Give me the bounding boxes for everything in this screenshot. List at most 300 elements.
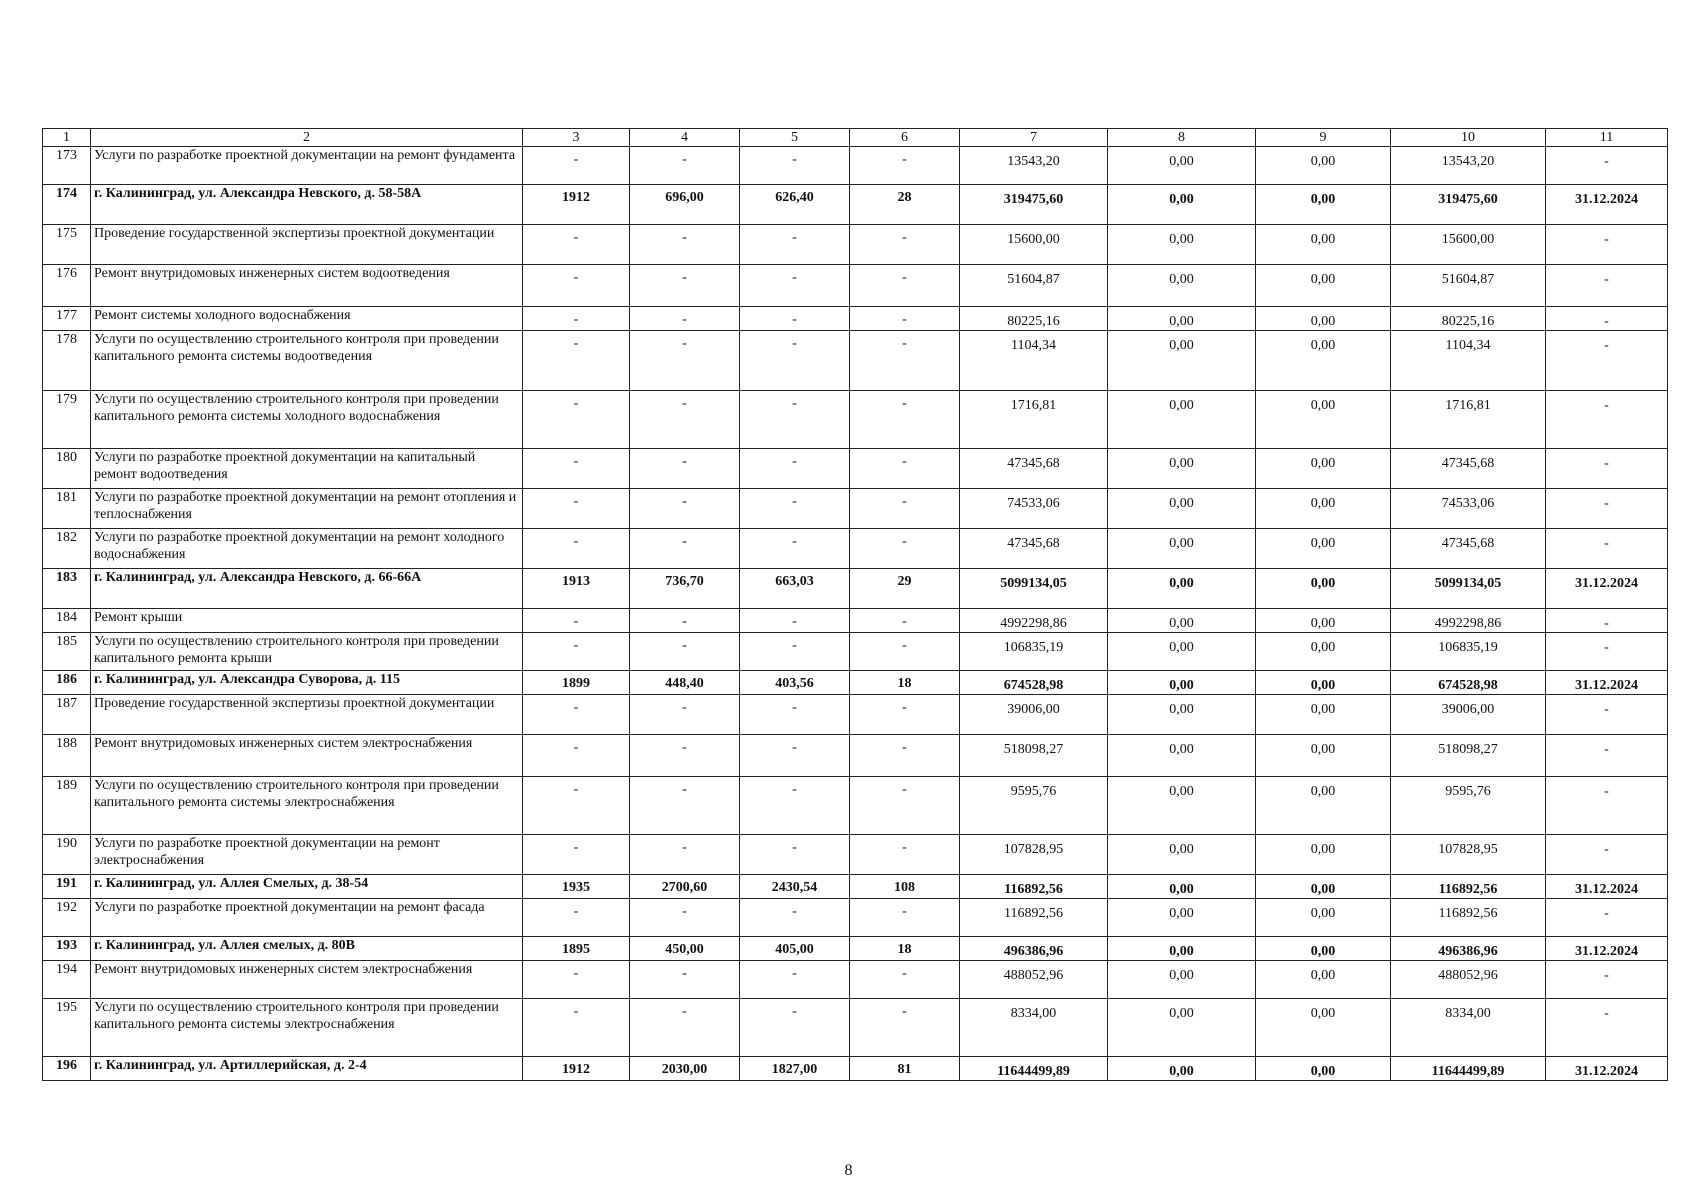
deadline-cell: -	[1546, 307, 1668, 331]
work-name-cell: г. Калининград, ул. Аллея Смелых, д. 38-54	[91, 875, 523, 899]
table-row	[43, 735, 1668, 777]
owners-cost-cell: 5099134,05	[1391, 569, 1546, 609]
owners-cost-cell: 106835,19	[1391, 633, 1546, 671]
budget-cost-cell: 0,00	[1256, 695, 1391, 735]
column-header: 5	[740, 129, 850, 147]
residents-count-cell: -	[850, 735, 960, 777]
fund-cost-cell: 0,00	[1108, 449, 1256, 489]
fund-cost-cell: 0,00	[1108, 529, 1256, 569]
fund-cost-cell: 0,00	[1108, 1057, 1256, 1081]
deadline-cell: 31.12.2024	[1546, 875, 1668, 899]
budget-cost-cell: 0,00	[1256, 835, 1391, 875]
table-row	[43, 875, 1668, 899]
deadline-cell: 31.12.2024	[1546, 185, 1668, 225]
deadline-cell: -	[1546, 529, 1668, 569]
residents-count-cell: 29	[850, 569, 960, 609]
table-row	[43, 999, 1668, 1057]
owners-cost-cell: 1716,81	[1391, 391, 1546, 449]
living-area-cell: 626,40	[740, 185, 850, 225]
table-row	[43, 307, 1668, 331]
owners-cost-cell: 15600,00	[1391, 225, 1546, 265]
total-cost-cell: 80225,16	[960, 307, 1108, 331]
year-built-cell: -	[523, 225, 630, 265]
total-cost-cell: 15600,00	[960, 225, 1108, 265]
living-area-cell: -	[740, 307, 850, 331]
total-cost-cell: 13543,20	[960, 147, 1108, 185]
fund-cost-cell: 0,00	[1108, 633, 1256, 671]
residents-count-cell: 108	[850, 875, 960, 899]
work-name-cell: Услуги по разработке проектной документации на ремонт отопления и теплоснабжения	[91, 489, 523, 529]
year-built-cell: -	[523, 489, 630, 529]
fund-cost-cell: 0,00	[1108, 147, 1256, 185]
budget-cost-cell: 0,00	[1256, 569, 1391, 609]
fund-cost-cell: 0,00	[1108, 899, 1256, 937]
owners-cost-cell: 8334,00	[1391, 999, 1546, 1057]
fund-cost-cell: 0,00	[1108, 695, 1256, 735]
fund-cost-cell: 0,00	[1108, 225, 1256, 265]
living-area-cell: -	[740, 489, 850, 529]
total-area-cell: -	[630, 835, 740, 875]
work-name-cell: г. Калининград, ул. Аллея смелых, д. 80В	[91, 937, 523, 961]
total-cost-cell: 488052,96	[960, 961, 1108, 999]
residents-count-cell: -	[850, 777, 960, 835]
deadline-cell: -	[1546, 835, 1668, 875]
row-number-cell: 189	[43, 777, 91, 835]
row-number-cell: 184	[43, 609, 91, 633]
total-cost-cell: 518098,27	[960, 735, 1108, 777]
year-built-cell: 1895	[523, 937, 630, 961]
budget-cost-cell: 0,00	[1256, 265, 1391, 307]
deadline-cell: -	[1546, 695, 1668, 735]
budget-cost-cell: 0,00	[1256, 609, 1391, 633]
fund-cost-cell: 0,00	[1108, 489, 1256, 529]
residents-count-cell: -	[850, 835, 960, 875]
work-name-cell: Ремонт внутридомовых инженерных систем электроснабжения	[91, 735, 523, 777]
row-number-cell: 191	[43, 875, 91, 899]
work-name-cell: Услуги по разработке проектной документации на ремонт холодного водоснабжения	[91, 529, 523, 569]
budget-cost-cell: 0,00	[1256, 777, 1391, 835]
deadline-cell: 31.12.2024	[1546, 569, 1668, 609]
residents-count-cell: -	[850, 307, 960, 331]
column-number-header-row	[43, 129, 1668, 147]
total-area-cell: -	[630, 265, 740, 307]
total-area-cell: -	[630, 307, 740, 331]
column-header: 8	[1108, 129, 1256, 147]
work-name-cell: Ремонт крыши	[91, 609, 523, 633]
deadline-cell: -	[1546, 999, 1668, 1057]
work-name-cell: Ремонт внутридомовых инженерных систем водоотведения	[91, 265, 523, 307]
work-name-cell: Ремонт системы холодного водоснабжения	[91, 307, 523, 331]
table-row	[43, 331, 1668, 391]
deadline-cell: -	[1546, 633, 1668, 671]
total-cost-cell: 5099134,05	[960, 569, 1108, 609]
total-area-cell: -	[630, 695, 740, 735]
owners-cost-cell: 674528,98	[1391, 671, 1546, 695]
total-area-cell: -	[630, 225, 740, 265]
column-header: 6	[850, 129, 960, 147]
table-row	[43, 777, 1668, 835]
work-name-cell: Услуги по осуществлению строительного контроля при проведении капитального ремонта системы электроснабжения	[91, 777, 523, 835]
owners-cost-cell: 518098,27	[1391, 735, 1546, 777]
total-area-cell: 2700,60	[630, 875, 740, 899]
year-built-cell: -	[523, 999, 630, 1057]
total-area-cell: -	[630, 633, 740, 671]
living-area-cell: -	[740, 735, 850, 777]
total-area-cell: 2030,00	[630, 1057, 740, 1081]
total-cost-cell: 47345,68	[960, 449, 1108, 489]
deadline-cell: -	[1546, 265, 1668, 307]
total-cost-cell: 1716,81	[960, 391, 1108, 449]
total-area-cell: -	[630, 777, 740, 835]
owners-cost-cell: 1104,34	[1391, 331, 1546, 391]
row-number-cell: 188	[43, 735, 91, 777]
works-table	[42, 128, 1668, 1081]
living-area-cell: 405,00	[740, 937, 850, 961]
table-row	[43, 695, 1668, 735]
table-row	[43, 185, 1668, 225]
work-name-cell: Услуги по разработке проектной документации на ремонт фундамента	[91, 147, 523, 185]
residents-count-cell: -	[850, 633, 960, 671]
table-row	[43, 609, 1668, 633]
fund-cost-cell: 0,00	[1108, 671, 1256, 695]
table-row	[43, 391, 1668, 449]
table-row	[43, 529, 1668, 569]
row-number-cell: 178	[43, 331, 91, 391]
budget-cost-cell: 0,00	[1256, 735, 1391, 777]
deadline-cell: -	[1546, 735, 1668, 777]
total-cost-cell: 1104,34	[960, 331, 1108, 391]
total-area-cell: -	[630, 391, 740, 449]
table-row	[43, 265, 1668, 307]
year-built-cell: -	[523, 147, 630, 185]
work-name-cell: Услуги по разработке проектной документации на ремонт электроснабжения	[91, 835, 523, 875]
residents-count-cell: -	[850, 609, 960, 633]
year-built-cell: 1913	[523, 569, 630, 609]
column-header: 11	[1546, 129, 1668, 147]
total-cost-cell: 496386,96	[960, 937, 1108, 961]
year-built-cell: -	[523, 265, 630, 307]
fund-cost-cell: 0,00	[1108, 265, 1256, 307]
page-number: 8	[844, 1162, 853, 1179]
deadline-cell: -	[1546, 147, 1668, 185]
budget-cost-cell: 0,00	[1256, 633, 1391, 671]
row-number-cell: 194	[43, 961, 91, 999]
work-name-cell: г. Калининград, ул. Александра Невского, д. 66-66А	[91, 569, 523, 609]
living-area-cell: -	[740, 391, 850, 449]
total-cost-cell: 8334,00	[960, 999, 1108, 1057]
fund-cost-cell: 0,00	[1108, 185, 1256, 225]
fund-cost-cell: 0,00	[1108, 835, 1256, 875]
table-row	[43, 569, 1668, 609]
total-area-cell: -	[630, 961, 740, 999]
budget-cost-cell: 0,00	[1256, 225, 1391, 265]
table-row	[43, 633, 1668, 671]
fund-cost-cell: 0,00	[1108, 307, 1256, 331]
deadline-cell: 31.12.2024	[1546, 937, 1668, 961]
work-name-cell: г. Калининград, ул. Артиллерийская, д. 2-4	[91, 1057, 523, 1081]
row-number-cell: 195	[43, 999, 91, 1057]
budget-cost-cell: 0,00	[1256, 449, 1391, 489]
owners-cost-cell: 47345,68	[1391, 529, 1546, 569]
year-built-cell: -	[523, 633, 630, 671]
residents-count-cell: -	[850, 999, 960, 1057]
total-area-cell: -	[630, 999, 740, 1057]
year-built-cell: -	[523, 391, 630, 449]
budget-cost-cell: 0,00	[1256, 331, 1391, 391]
work-name-cell: Услуги по разработке проектной документации на ремонт фасада	[91, 899, 523, 937]
row-number-cell: 179	[43, 391, 91, 449]
table-row	[43, 147, 1668, 185]
row-number-cell: 181	[43, 489, 91, 529]
table-row	[43, 671, 1668, 695]
year-built-cell: -	[523, 609, 630, 633]
total-area-cell: -	[630, 899, 740, 937]
living-area-cell: -	[740, 529, 850, 569]
row-number-cell: 187	[43, 695, 91, 735]
row-number-cell: 180	[43, 449, 91, 489]
total-cost-cell: 4992298,86	[960, 609, 1108, 633]
living-area-cell: 663,03	[740, 569, 850, 609]
budget-cost-cell: 0,00	[1256, 529, 1391, 569]
row-number-cell: 174	[43, 185, 91, 225]
total-cost-cell: 106835,19	[960, 633, 1108, 671]
budget-cost-cell: 0,00	[1256, 147, 1391, 185]
year-built-cell: 1912	[523, 185, 630, 225]
residents-count-cell: -	[850, 529, 960, 569]
deadline-cell: -	[1546, 331, 1668, 391]
year-built-cell: -	[523, 307, 630, 331]
total-cost-cell: 674528,98	[960, 671, 1108, 695]
budget-cost-cell: 0,00	[1256, 671, 1391, 695]
residents-count-cell: -	[850, 899, 960, 937]
row-number-cell: 182	[43, 529, 91, 569]
table-row	[43, 835, 1668, 875]
work-name-cell: Ремонт внутридомовых инженерных систем электроснабжения	[91, 961, 523, 999]
work-name-cell: Услуги по осуществлению строительного контроля при проведении капитального ремонта системы электроснабжения	[91, 999, 523, 1057]
residents-count-cell: 18	[850, 937, 960, 961]
living-area-cell: 403,56	[740, 671, 850, 695]
fund-cost-cell: 0,00	[1108, 777, 1256, 835]
row-number-cell: 190	[43, 835, 91, 875]
year-built-cell: -	[523, 961, 630, 999]
total-cost-cell: 116892,56	[960, 875, 1108, 899]
budget-cost-cell: 0,00	[1256, 875, 1391, 899]
living-area-cell: -	[740, 225, 850, 265]
owners-cost-cell: 11644499,89	[1391, 1057, 1546, 1081]
residents-count-cell: -	[850, 147, 960, 185]
living-area-cell: 2430,54	[740, 875, 850, 899]
total-area-cell: 736,70	[630, 569, 740, 609]
budget-cost-cell: 0,00	[1256, 185, 1391, 225]
year-built-cell: -	[523, 529, 630, 569]
total-cost-cell: 319475,60	[960, 185, 1108, 225]
total-area-cell: -	[630, 735, 740, 777]
row-number-cell: 173	[43, 147, 91, 185]
living-area-cell: -	[740, 695, 850, 735]
deadline-cell: -	[1546, 609, 1668, 633]
budget-cost-cell: 0,00	[1256, 999, 1391, 1057]
owners-cost-cell: 107828,95	[1391, 835, 1546, 875]
column-header: 1	[43, 129, 91, 147]
table-row	[43, 961, 1668, 999]
living-area-cell: -	[740, 835, 850, 875]
year-built-cell: -	[523, 449, 630, 489]
row-number-cell: 193	[43, 937, 91, 961]
deadline-cell: -	[1546, 961, 1668, 999]
row-number-cell: 177	[43, 307, 91, 331]
living-area-cell: -	[740, 999, 850, 1057]
living-area-cell: 1827,00	[740, 1057, 850, 1081]
residents-count-cell: 18	[850, 671, 960, 695]
fund-cost-cell: 0,00	[1108, 961, 1256, 999]
year-built-cell: -	[523, 835, 630, 875]
column-header: 7	[960, 129, 1108, 147]
owners-cost-cell: 47345,68	[1391, 449, 1546, 489]
fund-cost-cell: 0,00	[1108, 391, 1256, 449]
total-area-cell: 448,40	[630, 671, 740, 695]
total-cost-cell: 116892,56	[960, 899, 1108, 937]
work-name-cell: г. Калининград, ул. Александра Невского, д. 58-58А	[91, 185, 523, 225]
total-area-cell: -	[630, 609, 740, 633]
fund-cost-cell: 0,00	[1108, 735, 1256, 777]
work-name-cell: Проведение государственной экспертизы проектной документации	[91, 225, 523, 265]
total-cost-cell: 47345,68	[960, 529, 1108, 569]
fund-cost-cell: 0,00	[1108, 331, 1256, 391]
owners-cost-cell: 39006,00	[1391, 695, 1546, 735]
deadline-cell: -	[1546, 225, 1668, 265]
year-built-cell: -	[523, 899, 630, 937]
budget-cost-cell: 0,00	[1256, 961, 1391, 999]
year-built-cell: 1935	[523, 875, 630, 899]
deadline-cell: 31.12.2024	[1546, 671, 1668, 695]
owners-cost-cell: 496386,96	[1391, 937, 1546, 961]
living-area-cell: -	[740, 961, 850, 999]
residents-count-cell: -	[850, 489, 960, 529]
deadline-cell: -	[1546, 489, 1668, 529]
total-cost-cell: 107828,95	[960, 835, 1108, 875]
deadline-cell: -	[1546, 777, 1668, 835]
owners-cost-cell: 74533,06	[1391, 489, 1546, 529]
year-built-cell: 1899	[523, 671, 630, 695]
total-area-cell: 450,00	[630, 937, 740, 961]
living-area-cell: -	[740, 777, 850, 835]
owners-cost-cell: 319475,60	[1391, 185, 1546, 225]
budget-cost-cell: 0,00	[1256, 899, 1391, 937]
deadline-cell: -	[1546, 391, 1668, 449]
total-area-cell: -	[630, 147, 740, 185]
living-area-cell: -	[740, 633, 850, 671]
total-area-cell: -	[630, 449, 740, 489]
work-name-cell: г. Калининград, ул. Александра Суворова, д. 115	[91, 671, 523, 695]
living-area-cell: -	[740, 609, 850, 633]
row-number-cell: 192	[43, 899, 91, 937]
table-row	[43, 489, 1668, 529]
owners-cost-cell: 116892,56	[1391, 899, 1546, 937]
owners-cost-cell: 488052,96	[1391, 961, 1546, 999]
budget-cost-cell: 0,00	[1256, 1057, 1391, 1081]
table-row	[43, 937, 1668, 961]
year-built-cell: -	[523, 777, 630, 835]
residents-count-cell: -	[850, 391, 960, 449]
total-area-cell: -	[630, 489, 740, 529]
owners-cost-cell: 13543,20	[1391, 147, 1546, 185]
year-built-cell: 1912	[523, 1057, 630, 1081]
table-row	[43, 1057, 1668, 1081]
work-name-cell: Услуги по осуществлению строительного контроля при проведении капитального ремонта системы водоотведения	[91, 331, 523, 391]
living-area-cell: -	[740, 899, 850, 937]
year-built-cell: -	[523, 735, 630, 777]
budget-cost-cell: 0,00	[1256, 937, 1391, 961]
row-number-cell: 186	[43, 671, 91, 695]
work-name-cell: Проведение государственной экспертизы проектной документации	[91, 695, 523, 735]
column-header: 9	[1256, 129, 1391, 147]
living-area-cell: -	[740, 147, 850, 185]
row-number-cell: 196	[43, 1057, 91, 1081]
deadline-cell: -	[1546, 449, 1668, 489]
owners-cost-cell: 116892,56	[1391, 875, 1546, 899]
total-area-cell: 696,00	[630, 185, 740, 225]
column-header: 4	[630, 129, 740, 147]
residents-count-cell: -	[850, 449, 960, 489]
column-header: 3	[523, 129, 630, 147]
residents-count-cell: -	[850, 695, 960, 735]
owners-cost-cell: 4992298,86	[1391, 609, 1546, 633]
residents-count-cell: -	[850, 265, 960, 307]
work-name-cell: Услуги по осуществлению строительного контроля при проведении капитального ремонта системы холодного водоснабжения	[91, 391, 523, 449]
budget-cost-cell: 0,00	[1256, 307, 1391, 331]
total-cost-cell: 51604,87	[960, 265, 1108, 307]
fund-cost-cell: 0,00	[1108, 937, 1256, 961]
residents-count-cell: 81	[850, 1057, 960, 1081]
budget-cost-cell: 0,00	[1256, 391, 1391, 449]
owners-cost-cell: 9595,76	[1391, 777, 1546, 835]
deadline-cell: -	[1546, 899, 1668, 937]
total-cost-cell: 9595,76	[960, 777, 1108, 835]
residents-count-cell: 28	[850, 185, 960, 225]
year-built-cell: -	[523, 331, 630, 391]
column-header: 10	[1391, 129, 1546, 147]
residents-count-cell: -	[850, 961, 960, 999]
total-cost-cell: 39006,00	[960, 695, 1108, 735]
residents-count-cell: -	[850, 225, 960, 265]
total-area-cell: -	[630, 529, 740, 569]
residents-count-cell: -	[850, 331, 960, 391]
column-header: 2	[91, 129, 523, 147]
fund-cost-cell: 0,00	[1108, 609, 1256, 633]
owners-cost-cell: 80225,16	[1391, 307, 1546, 331]
row-number-cell: 176	[43, 265, 91, 307]
deadline-cell: 31.12.2024	[1546, 1057, 1668, 1081]
owners-cost-cell: 51604,87	[1391, 265, 1546, 307]
fund-cost-cell: 0,00	[1108, 569, 1256, 609]
total-cost-cell: 74533,06	[960, 489, 1108, 529]
living-area-cell: -	[740, 449, 850, 489]
living-area-cell: -	[740, 331, 850, 391]
living-area-cell: -	[740, 265, 850, 307]
fund-cost-cell: 0,00	[1108, 999, 1256, 1057]
table-row	[43, 899, 1668, 937]
table-row	[43, 225, 1668, 265]
row-number-cell: 175	[43, 225, 91, 265]
row-number-cell: 183	[43, 569, 91, 609]
table-row	[43, 449, 1668, 489]
budget-cost-cell: 0,00	[1256, 489, 1391, 529]
total-cost-cell: 11644499,89	[960, 1057, 1108, 1081]
row-number-cell: 185	[43, 633, 91, 671]
work-name-cell: Услуги по разработке проектной документации на капитальный ремонт водоотведения	[91, 449, 523, 489]
year-built-cell: -	[523, 695, 630, 735]
fund-cost-cell: 0,00	[1108, 875, 1256, 899]
